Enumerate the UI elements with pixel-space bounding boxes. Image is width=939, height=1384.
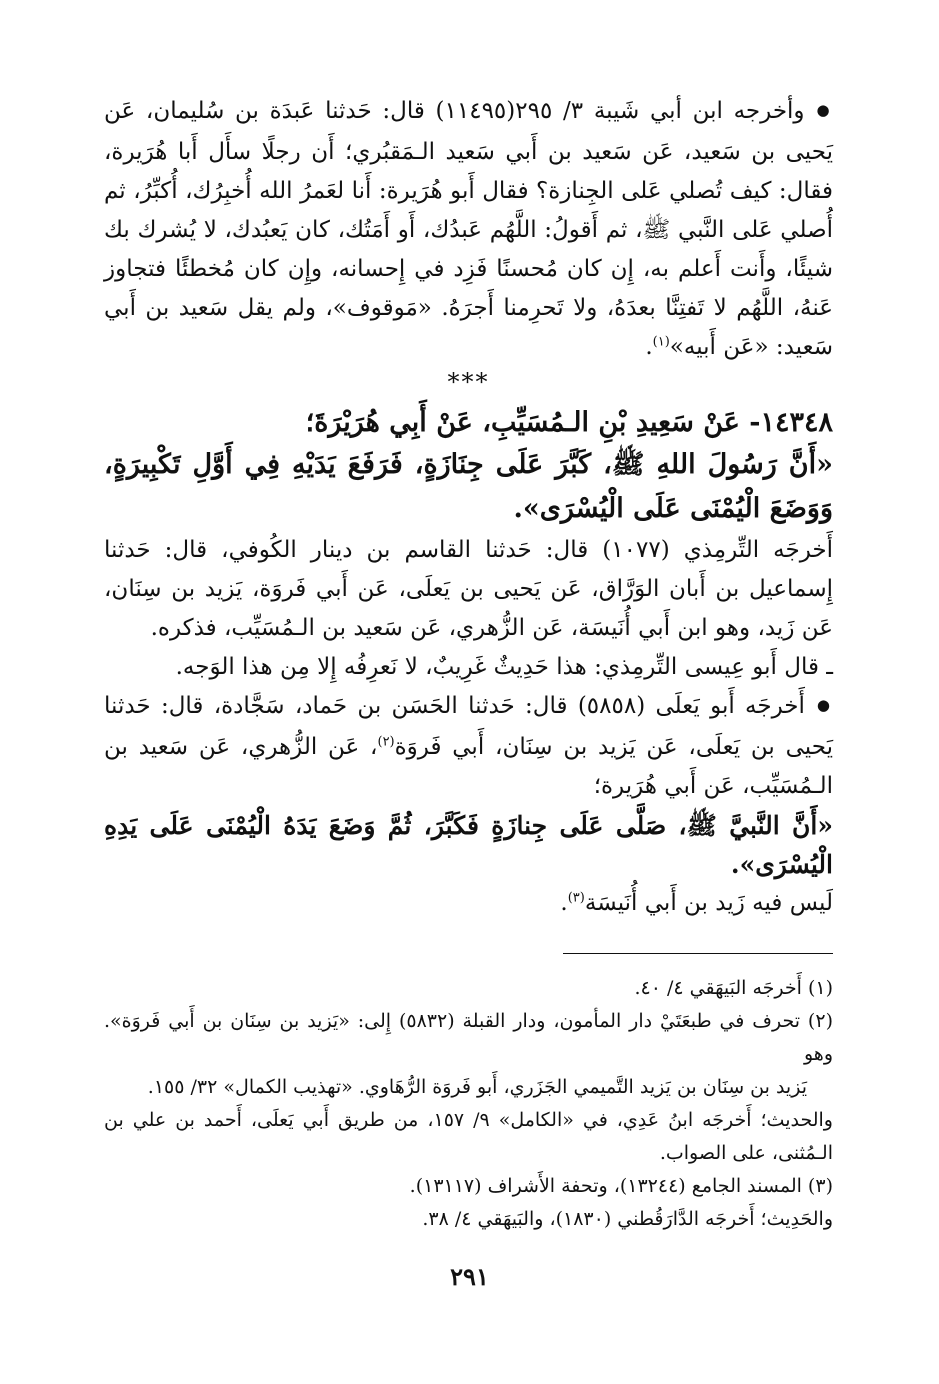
bullet-icon xyxy=(805,95,833,121)
paragraph-tirmidhi-comment: ـ قال أَبو عِيسى التِّرمِذي: هذا حَدِيثٌ غَرِيبٌ، لا نَعرِفُه إِلا مِن هذا الوَجه. xyxy=(175,654,833,680)
footnote-1: (١) أَخرجَه البَيهَقي ٤/ ٤٠. xyxy=(634,977,833,999)
footnote-divider xyxy=(563,953,833,954)
paragraph-tirmidhi: أَخرجَه التِّرمِذي (١٠٧٧) قال: حَدثنا القاسم بن دينار الكُوفي، قال: حَدثنا إِسماعيل بن أَبان الوَرَّاق، عَن يَحيى بن يَعلَى، عَن أَبي فَروَة، يَزيد بن سِنَان، عَن زَيد، وهو ابن أَبي أُنَيسَة، عَن الزُّهري، عَن سَعيد بن الـمُسَيِّب، فذكره. xyxy=(104,537,834,641)
paragraph-ibn-abi-shaybah: ● وأخرجه ابن أبي شَيبة ٣/ ٢٩٥(١١٤٩٥) قال: حَدثنا عَبدَة بن سُليمان، عَن يَحيى بن سَعيد، عَن سَعيد بن أَبي سَعيد الـمَقبُري؛ أَن رجلًا سأَل أَبا هُرَيرة، فقال: كيف تُصلي عَلى الجِنازة؟ فقال أَبو هُرَيرة: أَنا لعَمرُ الله أُخبِرُك، أُكبِّرُ، ثم أُصلي عَلى النَّبي ﷺ، ثم أَقولُ: اللَّهُم عَبدُك، أَو أَمَتُك، كان يَعبُدك، لا يُشرك بك شيئًا، وأَنت أَعلم به، إِن كان مُحسنًا فَزِد في إِحسانه، وإِن كان مُخطئًا فتجاوز عَنهُ، اللَّهُم لا تَفتِنَّا بعدَهُ، ولا تَحرِمنا أَجرَهُ. «مَوقوف»، ولم يقل سَعيد بن أَبي سَعيد: «عَن أَبيه»$^{(١)}$. xyxy=(104,92,833,367)
paragraph-note: لَيس فيه زَيد بن أَبي أُنَيسَة$^{(٣)}$. xyxy=(560,890,833,916)
hadith-heading: ١٤٣٤٨- عَنْ سَعِيدِ بْنِ الـمُسَيِّبِ، عَنْ أَبِي هُرَيْرَةَ؛ xyxy=(305,407,833,438)
page-number: ٢٩١ xyxy=(450,1262,489,1291)
bullet-icon xyxy=(805,690,833,716)
section-separator: *** xyxy=(447,368,490,396)
footnote-ref-1: (١) xyxy=(652,334,670,350)
footnote-3-cont: والحَدِيث؛ أَخرجَه الدَّارَقُطني (١٨٣٠)، والبَيهَقي ٤/ ٣٨. xyxy=(422,1208,833,1230)
footnote-ref-2: (٢) xyxy=(377,734,395,750)
footnote-2: (٢) تحرف في طبعَتَيْ دار المأمون، ودار القبلة (٥٨٣٢) إِلى: «يَزيد بن سِنَان بن أَبي فَروَة». وهو xyxy=(104,1010,833,1065)
footnote-3: (٣) المسند الجامع (١٣٢٤٤)، وتحفة الأَشراف (١٣١١٧). xyxy=(409,1175,833,1197)
footnote-2-cont: يَزيد بن سِنَان بن يَزيد التَّميمي الجَزَري، أَبو فَروَة الرُّهَاوي. «تهذيب الكمال» ٣٢/ ١٥٥. xyxy=(147,1076,807,1098)
footnote-ref-3: (٣) xyxy=(567,890,585,906)
footnote-2-hadith: والحديث؛ أَخرجَه ابنُ عَدِي، في «الكامل» ٩/ ١٥٧، من طريق أَبي يَعلَى، أَحمد بن علي بن الـمُثنى، على الصواب. xyxy=(104,1109,833,1164)
hadith-text-2: «أَنَّ النَّبيَّ ﷺ، صَلَّى عَلَى جِنازَةٍ فَكَبَّرَ، ثُمَّ وَضَعَ يَدَهُ الْيُمْنَى عَلَى يَدِهِ الْيُسْرَى». xyxy=(104,811,833,879)
hadith-text: «أَنَّ رَسُولَ اللهِ ﷺ، كَبَّرَ عَلَى جِنَازَةٍ، فَرَفَعَ يَدَيْهِ فِي أَوَّلِ تَكْبِيرَةٍ، وَوَضَعَ الْيُمْنَى عَلَى الْيُسْرَى». xyxy=(104,449,833,524)
paragraph-abu-yala: ● أَخرجَه أَبو يَعلَى (٥٨٥٨) قال: حَدثنا الحَسَن بن حَماد، سَجَّادة، قال: حَدثنا يَحيى بن يَعلَى، عَن يَزيد بن سِنَان، أَبي فَروَة$^{(٢)}$، عَن الزُّهري، عَن سَعيد بن الـمُسَيِّب، عَن أَبي هُرَيرة؛ xyxy=(104,687,833,806)
